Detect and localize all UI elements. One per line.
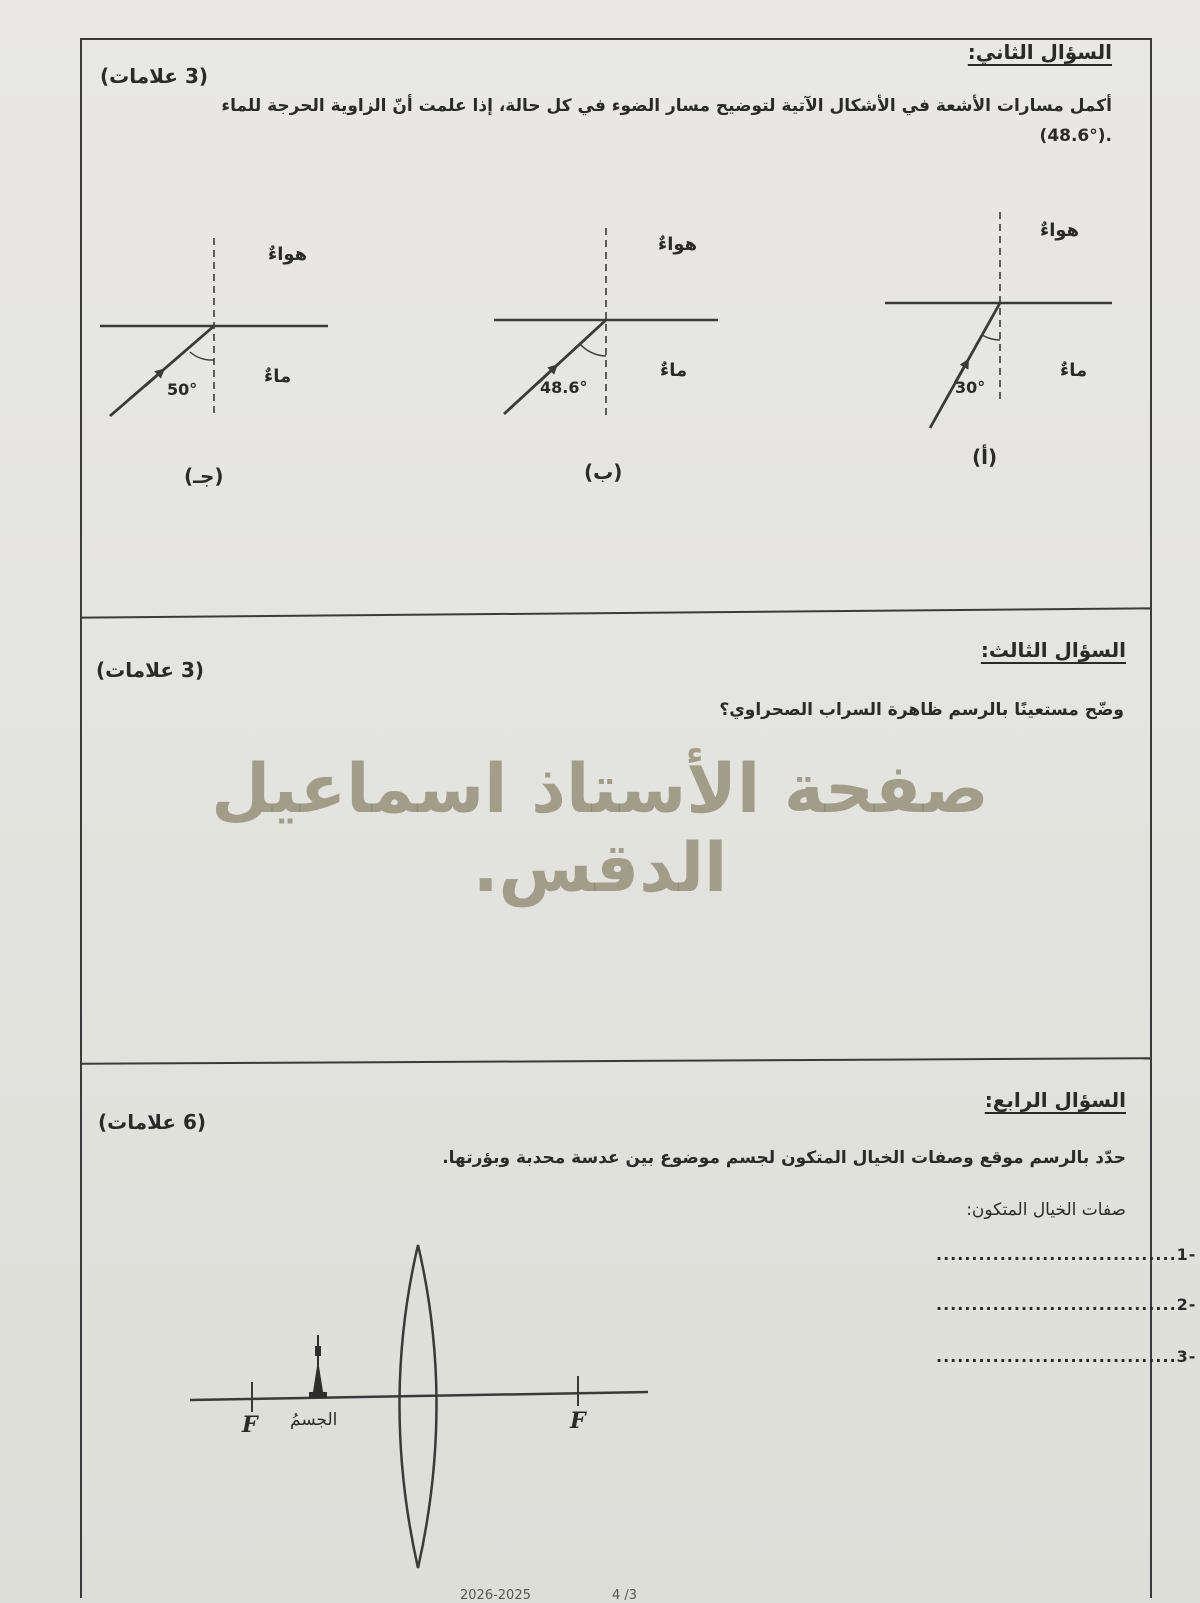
figure-c-water-label: ماءٌ <box>264 366 292 387</box>
footer-year: 2026-2025 <box>460 1588 531 1603</box>
question2-text-line2: .(48.6°) <box>1039 126 1112 146</box>
image-properties-label: صفات الخيال المتكون: <box>966 1200 1126 1220</box>
figure-c-air-label: هواءٌ <box>268 244 308 265</box>
question2-marks: (3 علامات) <box>100 64 209 88</box>
figure-b-angle-label: 48.6° <box>540 378 588 397</box>
object-label: الجسمُ <box>290 1410 338 1430</box>
principal-axis <box>190 1392 648 1400</box>
figure-a-water-label: ماءٌ <box>1060 360 1088 381</box>
figure-a-caption: (أ) <box>972 445 998 469</box>
question3-marks: (3 علامات) <box>96 658 205 682</box>
convex-lens <box>400 1245 437 1568</box>
answer-line-1[interactable]: ..................................1- <box>936 1245 1197 1264</box>
answer-line-2[interactable]: ..................................2- <box>936 1295 1197 1314</box>
figure-b-water-label: ماءٌ <box>660 360 688 381</box>
watermark: صفحة الأستاذ اسماعيل الدقس. <box>211 750 989 908</box>
question4-text: حدّد بالرسم موقع وصفات الخيال المتكون لجسم موضوع بين عدسة محدبة وبؤرتها. <box>442 1148 1126 1168</box>
figure-a-angle-label: 30° <box>955 378 986 397</box>
focus-left-label: F <box>242 1412 258 1438</box>
figure-a-air-label: هواءٌ <box>1040 220 1080 241</box>
footer-page: 4 /3 <box>612 1588 638 1603</box>
figure-b-air-label: هواءٌ <box>658 234 698 255</box>
question2-title: السؤال الثاني: <box>967 40 1112 64</box>
answer-line-3[interactable]: ..................................3- <box>936 1347 1197 1366</box>
question2-text-line1: أكمل مسارات الأشعة في الأشكال الآتية لتوضيح مسار الضوء في كل حالة، إذا علمت أنّ الزاوية الحرجة للماء <box>221 96 1112 116</box>
figure-b-caption: (ب) <box>584 460 623 484</box>
figure-c-angle-label: 50° <box>167 380 198 399</box>
question4-title: السؤال الرابع: <box>984 1088 1126 1112</box>
figure-c-caption: (جـ) <box>184 464 224 488</box>
focus-right-label: F <box>570 1408 586 1434</box>
question4-marks: (6 علامات) <box>98 1110 207 1134</box>
object-tower <box>309 1335 327 1398</box>
question3-text: وضّح مستعينًا بالرسم ظاهرة السراب الصحراوي؟ <box>719 700 1124 720</box>
question3-title: السؤال الثالث: <box>980 638 1126 662</box>
